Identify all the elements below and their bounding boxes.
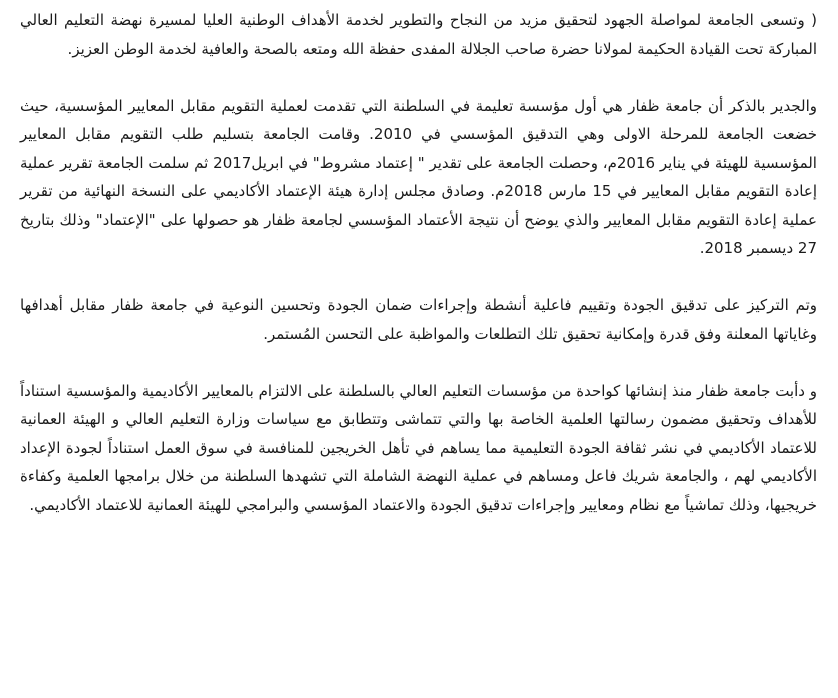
paragraph-university-mission: ( وتسعى الجامعة لمواصلة الجهود لتحقيق مزيد من النجاح والتطوير لخدمة الأهداف الوطنية العليا لمسيرة نهضة التعليم العالي المباركة تحت القيادة الحكيمة لمولانا حضرة صاحب الجلالة المفدى حفظة الله ومتعه بالصحة والعافية لخدمة الوطن العزيز. (20, 11, 817, 58)
paragraph-standards-commitment: و دأبت جامعة ظفار منذ إنشائها كواحدة من مؤسسات التعليم العالي بالسلطنة على الالتزام بالمعايير الأكاديمية والمؤسسية استناداً للأهداف وتحقيق مضمون رسالتها العلمية الخاصة بها والتي تتماشى وتتطابق مع سياسات وزارة التعليم العالي و الهيئة العمانية للاعتماد الأكاديمي في نشر ثقافة الجودة التعليمية مما يساهم في تأهل الخريجين للمنافسة في سوق العمل استناداً لجودة الإعداد الأكاديمي لهم ، والجامعة شريك فاعل ومساهم في عملية النهضة الشاملة التي تشهدها السلطنة من خلال برامجها العلمية وكفاءة خريجيها، وذلك تماشياً مع نظام ومعايير وإجراءات تدقيق الجودة والاعتماد المؤسسي والبرامجي للهيئة العمانية للاعتماد الأكاديمي. (20, 381, 817, 514)
document-body (20, 6, 817, 548)
paragraph-quality-audit-focus: وتم التركيز على تدقيق الجودة وتقييم فاعلية أنشطة وإجراءات ضمان الجودة وتحسين النوعية في جامعة ظفار مقابل أهدافها وغاياتها المعلنة وفق قدرة وإمكانية تحقيق تلك التطلعات والمواظبة على التحسن المُستمر. (20, 296, 817, 343)
paragraph-accreditation-history: والجدير بالذكر أن جامعة ظفار هي أول مؤسسة تعليمة في السلطنة التي تقدمت لعملية التقويم مقابل المعايير المؤسسية، حيث خضعت الجامعة للمرحلة الاولى وهي التدقيق المؤسسي في 2010. وقامت الجامعة بتسليم طلب التقويم مقابل المعايير المؤسسية للهيئة في يناير 2016م، وحصلت الجامعة على تقدير " إعتماد مشروط" في ابريل2017 ثم سلمت الجامعة تقرير عملية إعادة التقويم مقابل المعايير في 15 مارس 2018م. وصادق مجلس إدارة هيئة الإعتماد الأكاديمي على النسخة النهائية من تقرير عملية إعادة التقويم مقابل المعايير والذي يوضح أن نتيجة الأعتماد المؤسسي لجامعة ظفار هو حصولها على "الإعتماد" وذلك بتاريخ 27 ديسمبر 2018. (20, 96, 817, 257)
